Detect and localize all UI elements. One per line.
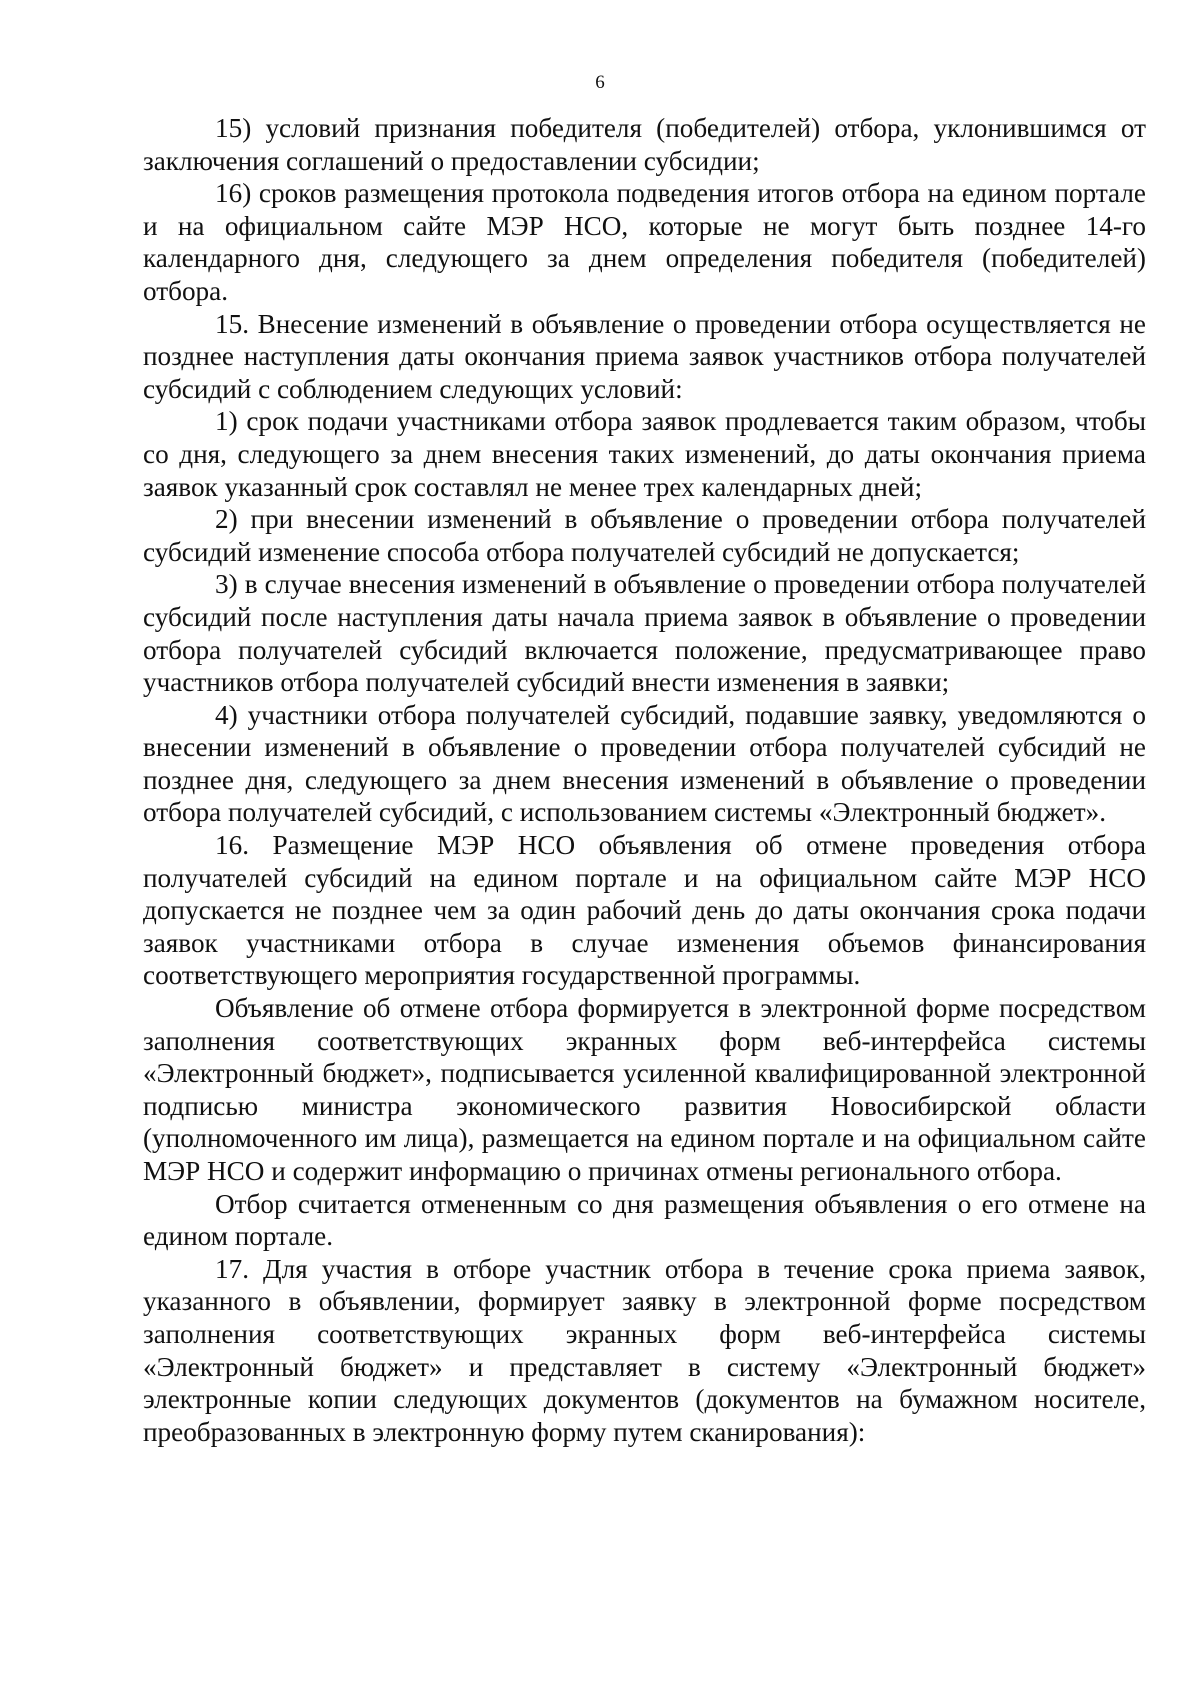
- paragraph-condition-2: 2) при внесении изменений в объявление о проведении отбора получателей субсидий изменение способа отбора получателей субсидий не допускается;: [143, 504, 1146, 567]
- paragraph-cancellation-notice: Объявление об отмене отбора формируется в электронной форме посредством заполнения соответствующих экранных форм веб-интерфейса системы «Электронный бюджет», подписывается усиленной квалифицированной электронной подписью министра экономического развития Новосибирской области (уполномоченного им лица), размещается на едином портале и на официальном сайте МЭР НСО и содержит информацию о причинах отмены регионального отбора.: [143, 993, 1146, 1186]
- paragraph-condition-4: 4) участники отбора получателей субсидий, подавшие заявку, уведомляются о внесении изменений в объявление о проведении отбора получателей субсидий не позднее дня, следующего за днем внесения изменений в объявление о проведении отбора получателей субсидий, с использованием системы «Электронный бюджет».: [143, 699, 1146, 828]
- paragraph-item-15: 15) условий признания победителя (победителей) отбора, уклонившимся от заключения соглашений о предоставлении субсидии;: [143, 113, 1146, 176]
- paragraph-condition-3: 3) в случае внесения изменений в объявление о проведении отбора получателей субсидий после наступления даты начала приема заявок в объявление о проведении отбора получателей субсидий включается положение, предусматривающее право участников отбора получателей субсидий внести изменения в заявки;: [143, 569, 1146, 698]
- paragraph-clause-17: 17. Для участия в отборе участник отбора в течение срока приема заявок, указанного в объявлении, формирует заявку в электронной форме посредством заполнения соответствующих экранных форм веб-интерфейса системы «Электронный бюджет» и представляет в систему «Электронный бюджет» электронные копии следующих документов (документов на бумажном носителе, преобразованных в электронную форму путем сканирования):: [143, 1253, 1146, 1447]
- paragraph-item-16: 16) сроков размещения протокола подведения итогов отбора на едином портале и на официальном сайте МЭР НСО, которые не могут быть позднее 14-го календарного дня, следующего за днем определения победителя (победителей) отбора.: [143, 178, 1146, 306]
- paragraph-clause-15: 15. Внесение изменений в объявление о проведении отбора осуществляется не позднее наступления даты окончания приема заявок участников отбора получателей субсидий с соблюдением следующих условий:: [143, 308, 1146, 404]
- paragraph-cancellation-effective: Отбор считается отмененным со дня размещения объявления о его отмене на едином портале.: [143, 1188, 1146, 1252]
- page-number: 6: [595, 72, 605, 93]
- paragraph-clause-16: 16. Размещение МЭР НСО объявления об отмене проведения отбора получателей субсидий на едином портале и на официальном сайте МЭР НСО допускается не позднее чем за один рабочий день до даты окончания срока подачи заявок участниками отбора в случае изменения объемов финансирования соответствующего мероприятия государственной программы.: [143, 830, 1146, 991]
- paragraph-condition-1: 1) срок подачи участниками отбора заявок продлевается таким образом, чтобы со дня, следующего за днем внесения таких изменений, до даты окончания приема заявок указанный срок составлял не менее трех календарных дней;: [143, 406, 1146, 502]
- document-body: [143, 112, 1146, 1448]
